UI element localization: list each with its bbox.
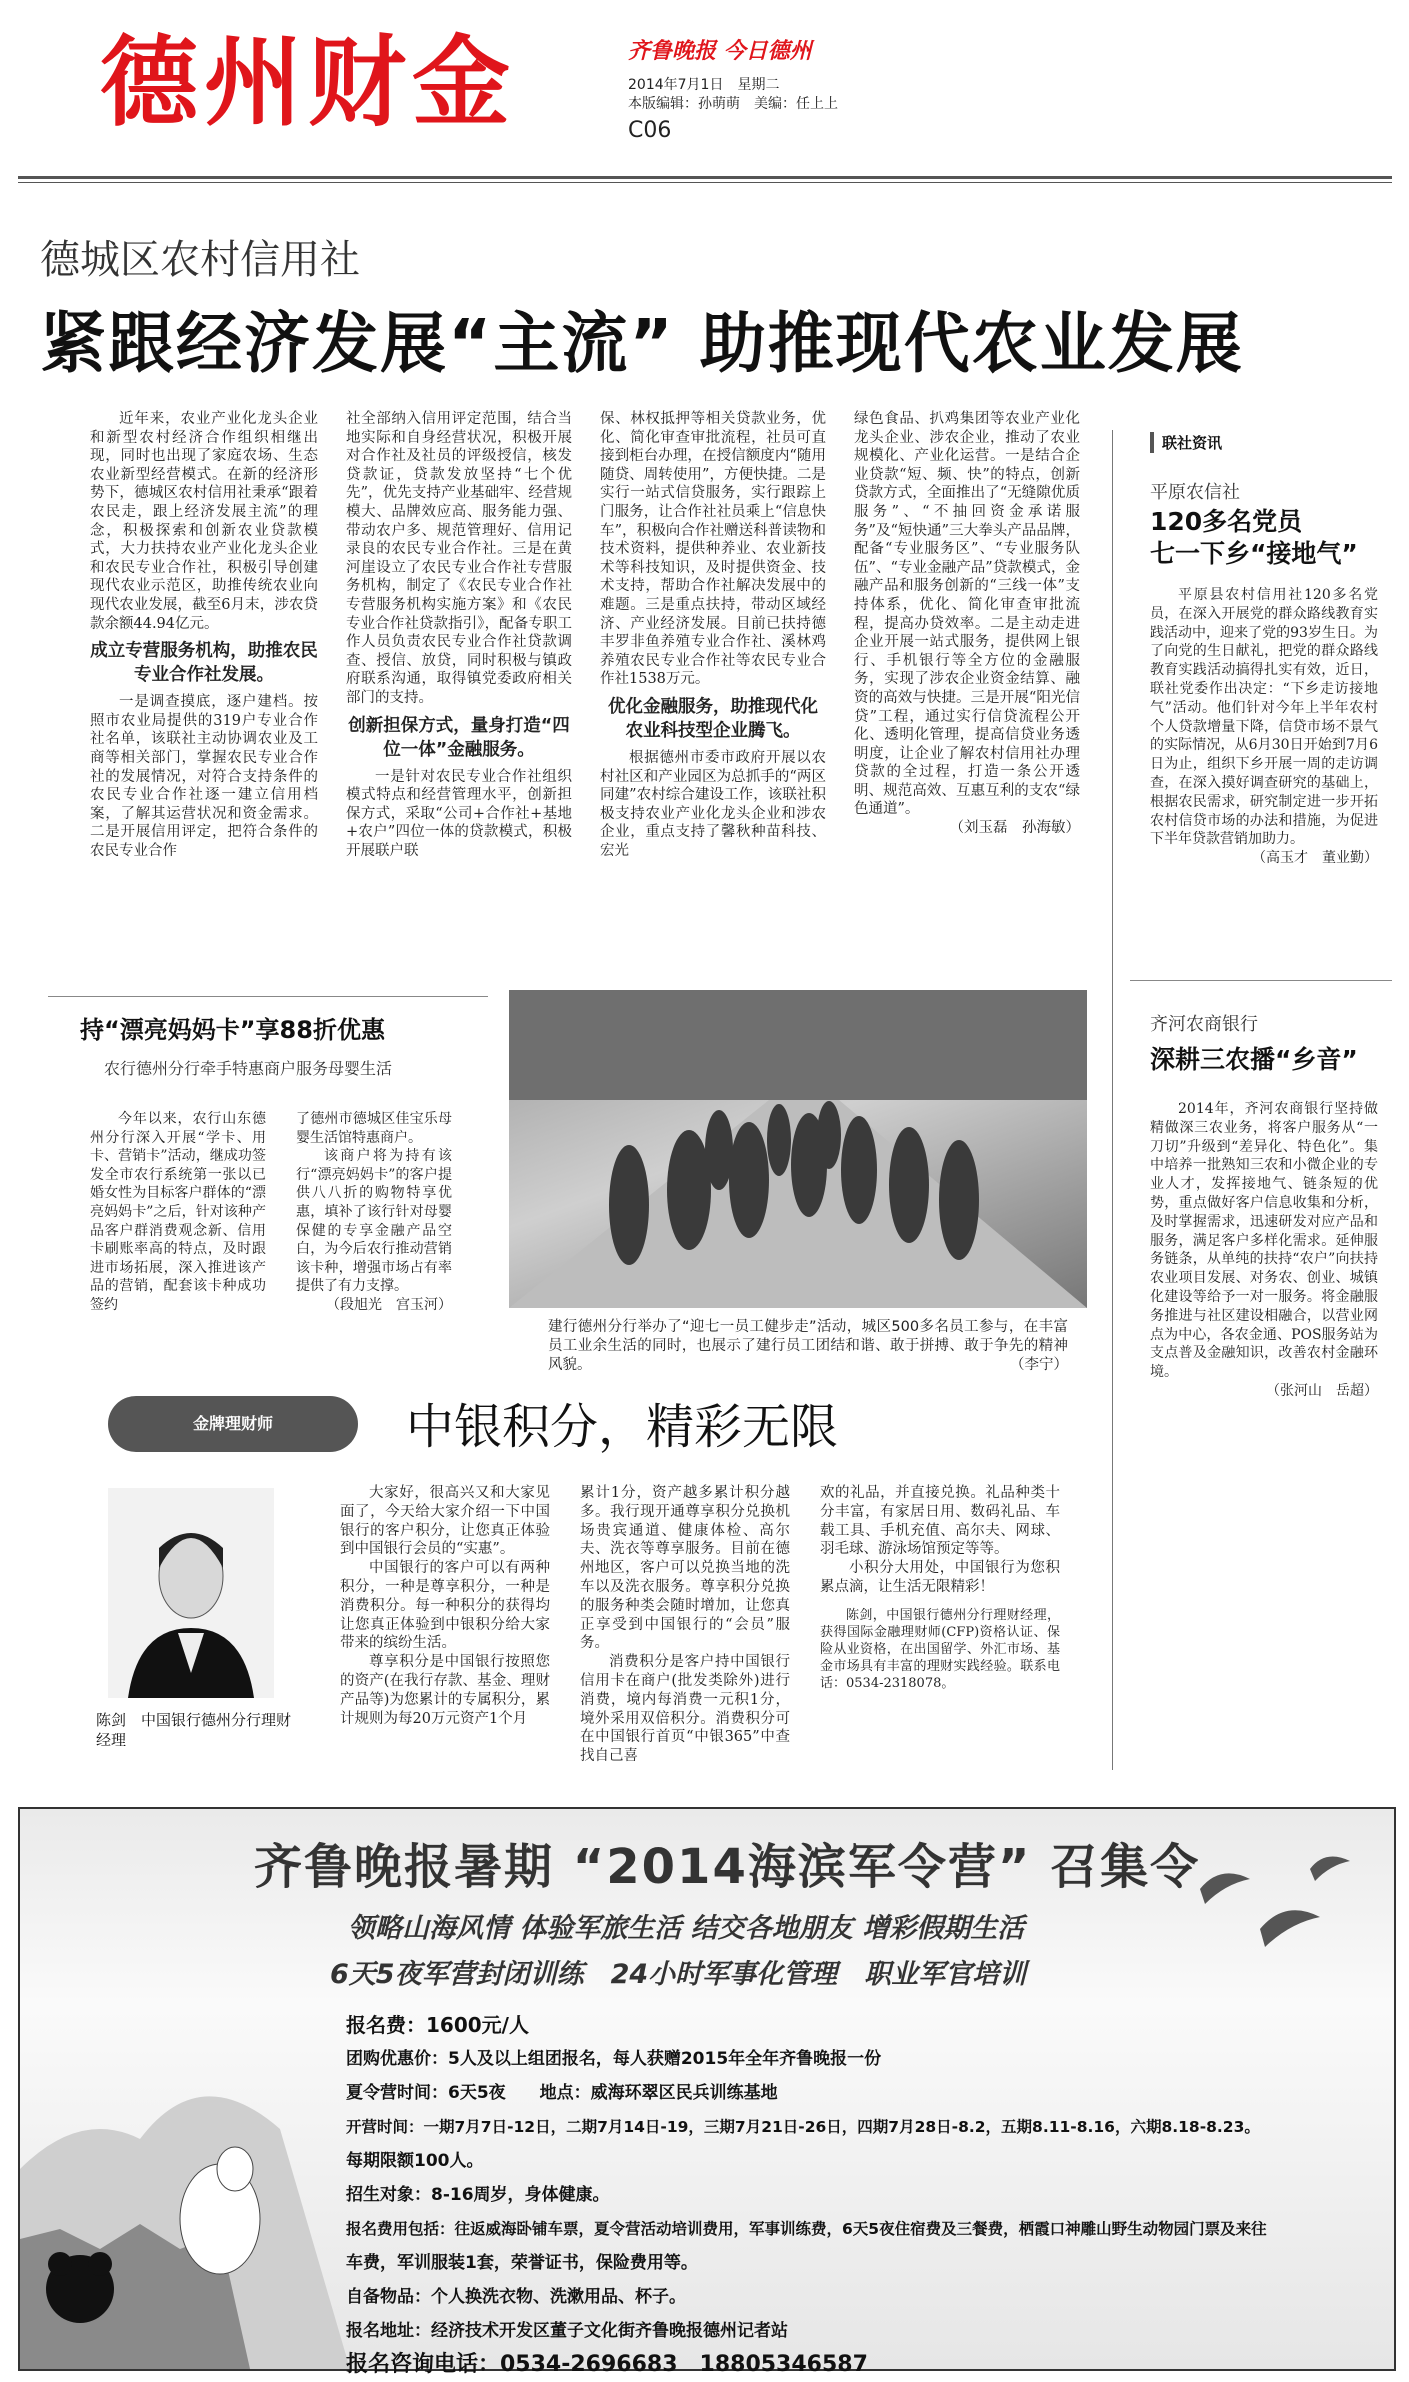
mama-paragraph: 今年以来，农行山东德州分行深入开展“学卡、用卡、营销卡”活动，继成功签发全市农行系统第一张以已婚女性为目标客户群体的“漂亮妈妈卡”之后，针对该种产品客户群消费观念新、信用卡刷账率高的特点，及时跟进市场拓展，深入推进该产品的营销，配套该卡种成功签约 xyxy=(90,1111,266,1313)
ad-fee-includes-cont: 车费，军训服装1套，荣誉证书，保险费用等。 xyxy=(346,2253,698,2273)
lead-paragraph: 一是调查摸底，逐户建档。按照市农业局提供的319户专业合作社名单，该联社主动协调农业及工商等相关部门，掌握农民专业合作社的发展情况，对符合支持条件的农民专业合作社逐一建立信用档案，了解其运营状况和资金需求。二是开展信用评定，把符合条件的农民专业合作 xyxy=(90,694,318,859)
lead-subhead-3: 优化金融服务，助推现代化农业科技型企业腾飞。 xyxy=(608,696,818,741)
advisor-portrait-art xyxy=(108,1488,274,1698)
sidebar-story-1-org: 平原农信社 xyxy=(1150,482,1240,503)
boc-paragraph: 小积分大用处，中国银行为您积累点滴，让生活无限精彩！ xyxy=(820,1560,1060,1595)
mama-paragraph: 了德州市德城区佳宝乐母婴生活馆特惠商户。 xyxy=(296,1111,452,1146)
masthead-rule xyxy=(18,176,1392,179)
lead-paragraph: 一是针对农民专业合作社组织模式特点和经营管理水平，创新担保方式，采取“公司+合作社+基地+农户”四位一体的贷款模式，积极开展联户联 xyxy=(346,768,572,859)
sidebar-story-2-byline: （张河山 岳超） xyxy=(1266,1382,1378,1399)
lead-column-1 xyxy=(90,410,318,970)
lead-paragraph: 社全部纳入信用评定范围，结合当地实际和自身经营状况，积极开展对合作社及社员的评级授信，核发贷款证，贷款发放坚持“七个优先”，优先支持产业基础牢、经营规模大、品牌效应高、服务能力强、带动农户多、规范管理好、信用记录良的农民专业合作社。三是在黄河崖设立了农民专业合作社专营服务机构，制定了《农民专业合作社专营服务机构实施方案》和《农民专业合作社贷款指引》，配备专职工作人员负责农民专业合作社贷款调查、授信、放贷，同时积极与镇政府联系沟通，取得镇党委政府相关部门的支持。 xyxy=(346,411,572,706)
advisor-profile: 陈剑，中国银行德州分行理财经理，获得国际金融理财师(CFP)资格认证、保险从业资格，在出国留学、外汇市场、基金市场具有丰富的理财实践经验。联系电话：0534-2318078。 xyxy=(820,1607,1060,1691)
boc-paragraph: 累计1分，资产越多累计积分越多。我行现开通尊享积分兑换机场贵宾通道、健康体检、高尔夫、洗衣等尊享服务。目前在德州地区，客户可以兑换当地的洗车以及洗衣服务。尊享积分兑换的服务种类会随时增加，让您真正享受到中国银行的“会员”服务。 xyxy=(580,1485,790,1652)
advisor-caption: 陈剑 中国银行德州分行理财经理 xyxy=(96,1711,292,1749)
ad-supplies: 自备物品：个人换洗衣物、洗漱用品、杯子。 xyxy=(346,2287,686,2307)
lead-subhead-2: 创新担保方式，量身打造“四位一体”金融服务。 xyxy=(348,715,570,760)
lead-paragraph: 根据德州市委市政府开展以农村社区和产业园区为总抓手的“两区同建”农村综合建设工作，该联社积极支持农业产业化龙头企业和涉农企业，重点支持了馨秋种苗科技、宏光 xyxy=(600,749,826,859)
boc-paragraph: 消费积分是客户持中国银行信用卡在商户(批发类除外)进行消费，境内每消费一元积1分，境外采用双倍积分。消费积分可在中国银行首页“中银365”中查找自己喜 xyxy=(580,1654,790,1765)
issue-editors: 本版编辑：孙萌萌 美编：任上上 xyxy=(628,96,838,112)
ad-sessions: 开营时间：一期7月7日-12日，二期7月14日-19，三期7月21日-26日，四期7月28日-8.2，五期8.11-8.16，六期8.18-8.23。 xyxy=(346,2118,1260,2136)
mama-byline: （段旭光 宫玉河） xyxy=(326,1296,452,1313)
lead-kicker: 德城区农村信用社 xyxy=(40,237,360,283)
sidebar-divider xyxy=(1112,430,1113,1770)
ad-fee: 报名费：1600元/人 xyxy=(346,2013,529,2037)
boc-paragraph: 尊享积分是中国银行按照您的资产(在我行存款、基金、理财产品等)为您累计的专属积分，累计规则为每20万元资产1个月 xyxy=(340,1654,550,1727)
boc-paragraph: 中国银行的客户可以有两种积分，一种是尊享积分，一种是消费积分。每一种积分的获得均让您真正体验到中银积分给大家带来的缤纷生活。 xyxy=(340,1560,550,1652)
photo-credit: （李宁） xyxy=(1010,1357,1068,1373)
advisor-portrait xyxy=(108,1488,274,1698)
ad-address: 报名地址：经济技术开发区董子文化街齐鲁晚报德州记者站 xyxy=(346,2321,788,2341)
ad-group-discount: 团购优惠价：5人及以上组团报名，每人获赠2015年全年齐鲁晚报一份 xyxy=(346,2049,882,2069)
sidebar-label: 联社资讯 xyxy=(1150,432,1392,453)
ad-phone: 报名咨询电话：0534-2696683 18805346587 xyxy=(346,2352,868,2377)
boc-column-1 xyxy=(340,1484,550,1784)
lead-column-4 xyxy=(854,410,1080,970)
boc-column-2 xyxy=(580,1484,790,1784)
lead-paragraph: 绿色食品、扒鸡集团等农业产业化龙头企业、涉农企业，推动了农业规模化、产业化运营。一是结合企业贷款“短、频、快”的特点，创新贷款方式，全面推出了“无缝隙优质服务”、“不抽回资金承诺服务”及“短快通”三大拳头产品品牌，配备“专业服务区”、“专业服务队伍”、“专业金融产品”贷款模式，金融产品和服务创新的“三线一体”支持体系，优化、简化审查审批流程，提高办贷效率。二是主动走进企业开展一站式服务，提供网上银行、手机银行等全方位的金融服务，实现了涉农企业资金结算、融资的高效与快捷。三是开展“阳光信贷”工程，通过实行信贷流程公开化、透明化管理，提高信贷业务透明度，让企业了解农村信用社办理贷款的全过程，打造一条公开透明、规范高效、互惠互利的支农“绿色通道”。 xyxy=(854,411,1080,818)
mama-subtitle: 农行德州分行牵手特惠商户服务母婴生活 xyxy=(104,1059,393,1078)
newspaper-brand: 齐鲁晚报 今日德州 xyxy=(628,39,812,64)
lead-byline: （刘玉磊 孙海敏） xyxy=(949,820,1080,837)
masthead-rule-thin xyxy=(18,182,1392,183)
ad-limit: 每期限额100人。 xyxy=(346,2151,484,2171)
ad-camp-time: 夏令营时间：6天5夜 地点：威海环翠区民兵训练基地 xyxy=(346,2083,778,2103)
sidebar-story-2-body xyxy=(1150,1100,1378,1520)
ad-target: 招生对象：8-16周岁，身体健康。 xyxy=(346,2185,610,2205)
boc-paragraph: 欢的礼品，并直接兑换。礼品种类十分丰富，有家居日用、数码礼品、车载工具、手机充值、高尔夫、网球、羽毛球、游泳场馆预定等等。 xyxy=(820,1485,1060,1558)
boc-title: 中银积分，精彩无限 xyxy=(406,1399,839,1455)
masthead-title: 德州财金 xyxy=(100,25,517,140)
sidebar-story-1-text: 平原县农村信用社120多名党员，在深入开展党的群众路线教育实践活动中，迎来了党的93岁生日。为了向党的生日献礼，把党的群众路线教育实践活动搞得扎实有效，近日，联社党委作出决定：“下乡走访接地气”活动。他们针对今年上半年农村个人贷款增量下降，信贷市场不景气的实际情况，从6月30日开始到7月6日为止，组织下乡开展一周的走访调查，在深入摸好调查研究的基础上，根据农民需求，研究制定进一步开拓农村信贷市场的办法和措施，为促进下半年贷款营销加助力。 xyxy=(1150,587,1378,848)
photo-caption-text: 建行德州分行举办了“迎七一员工健步走”活动，城区500多名员工参与，在丰富员工业余生活的同时，也展示了建行员工团结和谐、敢于拼搏、敢于争先的精神风貌。 xyxy=(548,1319,1068,1373)
mama-column-1 xyxy=(90,1110,266,1380)
ad-details xyxy=(346,2008,1267,2382)
photo-caption xyxy=(548,1318,1068,1380)
mama-column-2 xyxy=(296,1110,452,1380)
lead-column-3 xyxy=(600,410,826,970)
lead-column-2 xyxy=(346,410,572,970)
sidebar-story-1-body xyxy=(1150,586,1378,966)
sidebar-story-2-title: 深耕三农播“乡音” xyxy=(1150,1045,1358,1074)
sidebar-story-1-byline: （高玉才 董业勤） xyxy=(1252,850,1378,867)
ad-slogan-2: 6天5夜军营封闭训练 24小时军事化管理 职业军官培训 xyxy=(330,1959,1027,1990)
mama-title: 持“漂亮妈妈卡”享88折优惠 xyxy=(80,1016,385,1044)
ad-fee-includes: 报名费用包括：往返威海卧铺车票，夏令营活动培训费用，军事训练费，6天5夜住宿费及三餐费，栖霞口神雕山野生动物园门票及来往 xyxy=(346,2220,1267,2238)
ad-slogan-1: 领略山海风情 体验军旅生活 结交各地朋友 增彩假期生活 xyxy=(348,1913,1025,1944)
lead-headline: 紧跟经济发展“主流” 助推现代农业发展 xyxy=(40,305,1244,382)
sidebar-story-2-text: 2014年，齐河农商银行坚持做精做深三农业务，将客户服务从“一刀切”升级到“差异化、特色化”。集中培养一批熟知三农和小微企业的专业人才，发挥接地气、链条短的优势，重点做好客户信息收集和分析，及时掌握需求，迅速研发对应产品和服务，满足客户多样化需求。延伸服务链条，从单纯的扶持“农户”向扶持农业项目发展、对务农、创业、城镇化建设等给予一对一服务。将金融服务推进与社区建设相融合，以营业网点为中心，各农金通、POS服务站为支点普及金融知识，改善农村金融环境。 xyxy=(1150,1101,1378,1381)
sidebar-story-1-title: 120多名党员 七一下乡“接地气” xyxy=(1150,507,1358,568)
issue-date: 2014年7月1日 星期二 xyxy=(628,77,780,93)
issue-meta xyxy=(628,76,838,114)
gold-advisor-badge: 金牌理财师 xyxy=(108,1396,358,1452)
sidebar-story-2-org: 齐河农商银行 xyxy=(1150,1014,1258,1035)
walk-event-photo-art xyxy=(509,990,1087,1308)
boc-column-3 xyxy=(820,1484,1060,1784)
sidebar-rule xyxy=(1130,980,1392,981)
boc-paragraph: 大家好，很高兴又和大家见面了，今天给大家介绍一下中国银行的客户积分，让您真正体验到中国银行会员的“实惠”。 xyxy=(340,1485,550,1558)
mama-top-rule xyxy=(48,996,488,997)
lead-paragraph: 近年来，农业产业化龙头企业和新型农村经济合作组织相继出现，同时也出现了家庭农场、生态农业新型经营模式。在新的经济形势下，德城区农村信用社秉承“跟着农民走，跟上经济发展主流”的理念，积极探索和创新农业贷款模式，大力扶持农业产业化龙头企业和农民专业合作社，积极引导创建现代农业示范区，助推传统农业向现代农业发展，截至6月末，涉农贷款余额44.94亿元。 xyxy=(90,411,318,632)
ad-title: 齐鲁晚报暑期 “2014海滨军令营” 召集令 xyxy=(254,1839,1201,1895)
walk-event-photo xyxy=(509,990,1087,1308)
page-number: C06 xyxy=(628,118,672,143)
mama-paragraph: 该商户将为持有该行“漂亮妈妈卡”的客户提供八八折的购物特享优惠，填补了该行针对母婴保健的专享金融产品空白，为今后农行推动营销该卡种，增强市场占有率提供了有力支撑。 xyxy=(296,1148,452,1295)
lead-subhead-1: 成立专营服务机构，助推农民专业合作社发展。 xyxy=(90,641,318,686)
lead-paragraph: 保、林权抵押等相关贷款业务，优化、简化审查审批流程，社员可直接到柜台办理，在授信额度内“随用随贷、周转使用”，方便快捷。二是实行一站式信贷服务，实行跟踪上门服务，让合作社社员乘上“信息快车”，积极向合作社赠送科普读物和技术资料，提供种养业、农业新技术等科技知识，及时提供资金、技术支持，帮助合作社解决发展中的难题。三是重点扶持，带动区域经济、产业经济发展。目前已扶持德丰罗非鱼养殖专业合作社、溪林鸡养殖农民专业合作社等农民专业合作社1538万元。 xyxy=(600,411,826,688)
